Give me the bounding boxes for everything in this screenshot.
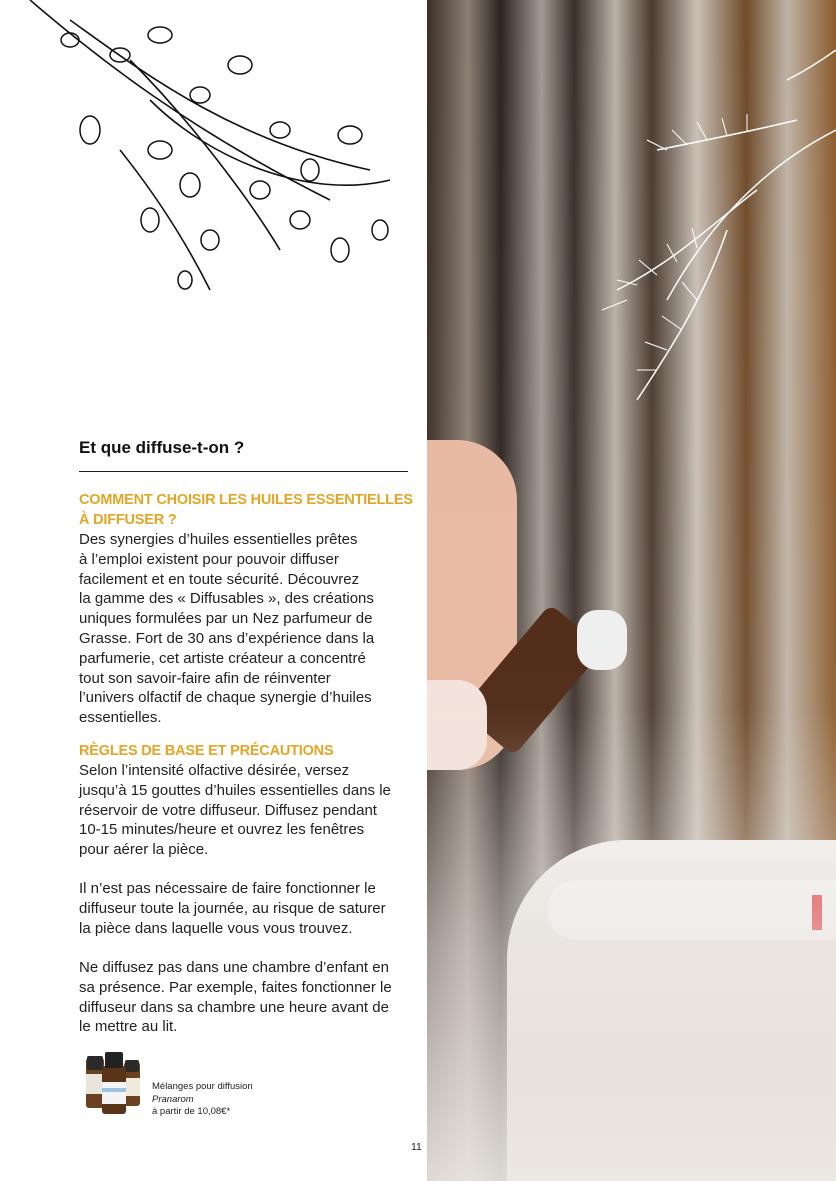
page-heading: Et que diffuse-t-on ? — [79, 438, 245, 457]
page-number: 11 — [411, 1141, 422, 1153]
diffuser-photo — [427, 0, 836, 1181]
section-paragraph: Il n’est pas nécessaire de faire fonctionner le diffuseur toute la journée, au risque de saturer la pièce dans laquelle vous vous trouvez. — [79, 880, 386, 937]
product-name: Mélanges pour diffusion — [152, 1081, 253, 1092]
product-caption — [152, 1081, 253, 1119]
section-title-choosing-oils: COMMENT CHOISIR LES HUILES ESSENTIELLES À DIFFUSER ? — [79, 492, 413, 528]
botanical-illustration — [10, 0, 410, 300]
product-price: à partir de 10,08€* — [152, 1106, 231, 1117]
product-bottles-image — [84, 1052, 146, 1114]
section-paragraph: Des synergies d’huiles essentielles prêtes à l’emploi existent pour pouvoir diffuser facilement et en toute sécurité. Découvrez la gamme des « Diffusables », des créations uniques formulées par un Nez parfumeur de Grasse. Fort de 30 ans d’expérience dans la parfumerie, cet artiste créateur a concentré tout son savoir-faire afin de réinventer l’univers olfactif de chaque synergie d’huiles essentielles. — [79, 531, 375, 727]
section-title-rules: RÈGLES DE BASE ET PRÉCAUTIONS — [79, 743, 334, 759]
heading-divider — [79, 471, 408, 472]
section-paragraph: Ne diffusez pas dans une chambre d’enfant en sa présence. Par exemple, faites fonctionner le diffuseur dans sa chambre une heure avant de le mettre au lit. — [79, 959, 392, 1036]
product-brand: Pranarom — [152, 1093, 194, 1105]
white-botanical-illustration — [557, 40, 836, 420]
section-paragraph: Selon l’intensité olfactive désirée, versez jusqu’à 15 gouttes d’huiles essentielles dans le réservoir de votre diffuseur. Diffusez pendant 10-15 minutes/heure et ouvrez les fenêtres pour aérer la pièce. — [79, 762, 391, 859]
